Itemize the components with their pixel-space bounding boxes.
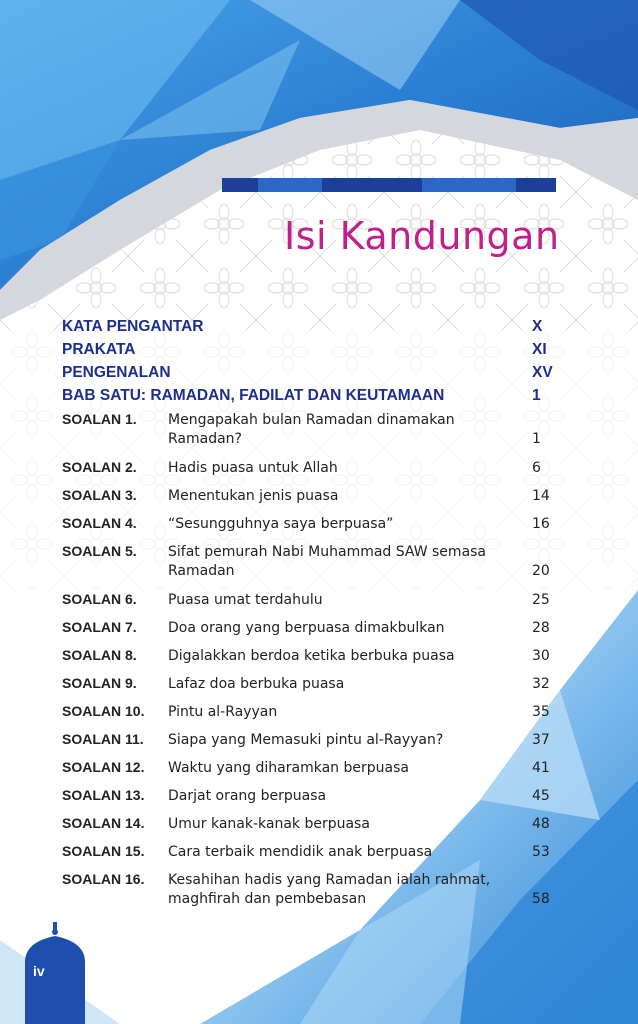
- toc-entry-page: 32: [532, 676, 550, 692]
- toc-entry-page: 28: [532, 620, 550, 636]
- title-decor-bar: [222, 178, 556, 192]
- toc-heading-page: 1: [532, 387, 541, 404]
- toc-entry-page: 41: [532, 760, 550, 776]
- toc-heading: [62, 339, 562, 362]
- toc-heading-page: X: [532, 318, 543, 335]
- toc-entry-title: Waktu yang diharamkan berpuasa: [168, 760, 409, 776]
- toc-entry-number: SOALAN 2.: [62, 459, 137, 475]
- toc-entry-page: 37: [532, 732, 550, 748]
- toc-entry-number: SOALAN 11.: [62, 731, 144, 747]
- toc-entry: [62, 411, 562, 459]
- toc-heading: [62, 385, 562, 408]
- toc-entry: [62, 731, 562, 759]
- toc-entry-title: Kesahihan hadis yang Ramadan ialah rahmat, maghfirah dan pembebasan: [168, 872, 491, 907]
- toc-entry-title: Mengapakah bulan Ramadan dinamakan Ramadan?: [168, 412, 455, 447]
- toc-entry-number: SOALAN 8.: [62, 647, 137, 663]
- toc-entry: [62, 815, 562, 843]
- toc-entry-page: 30: [532, 648, 550, 664]
- toc-heading-label: BAB SATU: RAMADAN, FADILAT DAN KEUTAMAAN: [62, 387, 445, 404]
- toc-entry-title: Darjat orang berpuasa: [168, 788, 327, 804]
- toc-entry-title: Menentukan jenis puasa: [168, 488, 339, 504]
- toc-entry-title: Hadis puasa untuk Allah: [168, 460, 338, 476]
- toc-heading: [62, 316, 562, 339]
- toc-entry-page: 35: [532, 704, 550, 720]
- toc-entry-number: SOALAN 13.: [62, 787, 145, 803]
- toc-entry-page: 45: [532, 788, 550, 804]
- toc-entry-number: SOALAN 15.: [62, 843, 145, 859]
- toc-entry: [62, 871, 562, 919]
- toc-entry: [62, 487, 562, 515]
- toc-entry-title: Doa orang yang berpuasa dimakbulkan: [168, 620, 445, 636]
- toc-entry: [62, 843, 562, 871]
- toc-heading-label: KATA PENGANTAR: [62, 318, 204, 335]
- toc-entry-number: SOALAN 5.: [62, 543, 137, 559]
- toc-heading-page: XV: [532, 364, 553, 381]
- toc-entry-title: Digalakkan berdoa ketika berbuka puasa: [168, 648, 455, 664]
- toc-entry-title: Pintu al-Rayyan: [168, 704, 278, 720]
- page-number: iv: [33, 963, 45, 979]
- toc-entry-page: 16: [532, 516, 550, 532]
- toc-entry-page: 14: [532, 488, 550, 504]
- toc-entry-number: SOALAN 4.: [62, 515, 137, 531]
- toc-entry-number: SOALAN 12.: [62, 759, 145, 775]
- toc-entry-number: SOALAN 14.: [62, 815, 145, 831]
- toc-heading: [62, 362, 562, 385]
- toc-entry-page: 53: [532, 844, 550, 860]
- toc-entry-number: SOALAN 3.: [62, 487, 137, 503]
- toc-entry-page: 58: [532, 891, 550, 907]
- page-number-tab: [20, 922, 90, 1024]
- toc-entry-number: SOALAN 16.: [62, 871, 145, 887]
- toc-entry: [62, 675, 562, 703]
- toc-entry-title: Umur kanak-kanak berpuasa: [168, 816, 370, 832]
- table-of-contents: [62, 316, 562, 919]
- toc-entry: [62, 787, 562, 815]
- toc-entry: [62, 647, 562, 675]
- toc-entry-page: 48: [532, 816, 550, 832]
- toc-entry: [62, 703, 562, 731]
- toc-entry-title: Puasa umat terdahulu: [168, 592, 323, 608]
- toc-entry-number: SOALAN 6.: [62, 591, 137, 607]
- toc-entry-title: Cara terbaik mendidik anak berpuasa: [168, 844, 433, 860]
- toc-entry-title: Sifat pemurah Nabi Muhammad SAW semasa Ramadan: [168, 544, 487, 579]
- toc-entry-page: 1: [532, 431, 541, 447]
- toc-entry: [62, 619, 562, 647]
- toc-entry: [62, 591, 562, 619]
- toc-entry: [62, 459, 562, 487]
- toc-entry-title: “Sesungguhnya saya berpuasa”: [168, 516, 394, 532]
- toc-entry-title: Siapa yang Memasuki pintu al-Rayyan?: [168, 732, 444, 748]
- toc-entry-number: SOALAN 10.: [62, 703, 145, 719]
- toc-heading-page: XI: [532, 341, 547, 358]
- toc-heading-label: PRAKATA: [62, 341, 136, 358]
- toc-entry-page: 6: [532, 460, 541, 476]
- toc-entry-page: 25: [532, 592, 550, 608]
- toc-entry: [62, 759, 562, 787]
- page-title: Isi Kandungan: [284, 214, 560, 258]
- toc-entry: [62, 515, 562, 543]
- toc-entry-number: SOALAN 7.: [62, 619, 137, 635]
- toc-entry-number: SOALAN 1.: [62, 411, 137, 427]
- toc-entry-title: Lafaz doa berbuka puasa: [168, 676, 345, 692]
- toc-entry-page: 20: [532, 563, 550, 579]
- toc-entry: [62, 543, 562, 591]
- toc-heading-label: PENGENALAN: [62, 364, 171, 381]
- toc-entry-number: SOALAN 9.: [62, 675, 137, 691]
